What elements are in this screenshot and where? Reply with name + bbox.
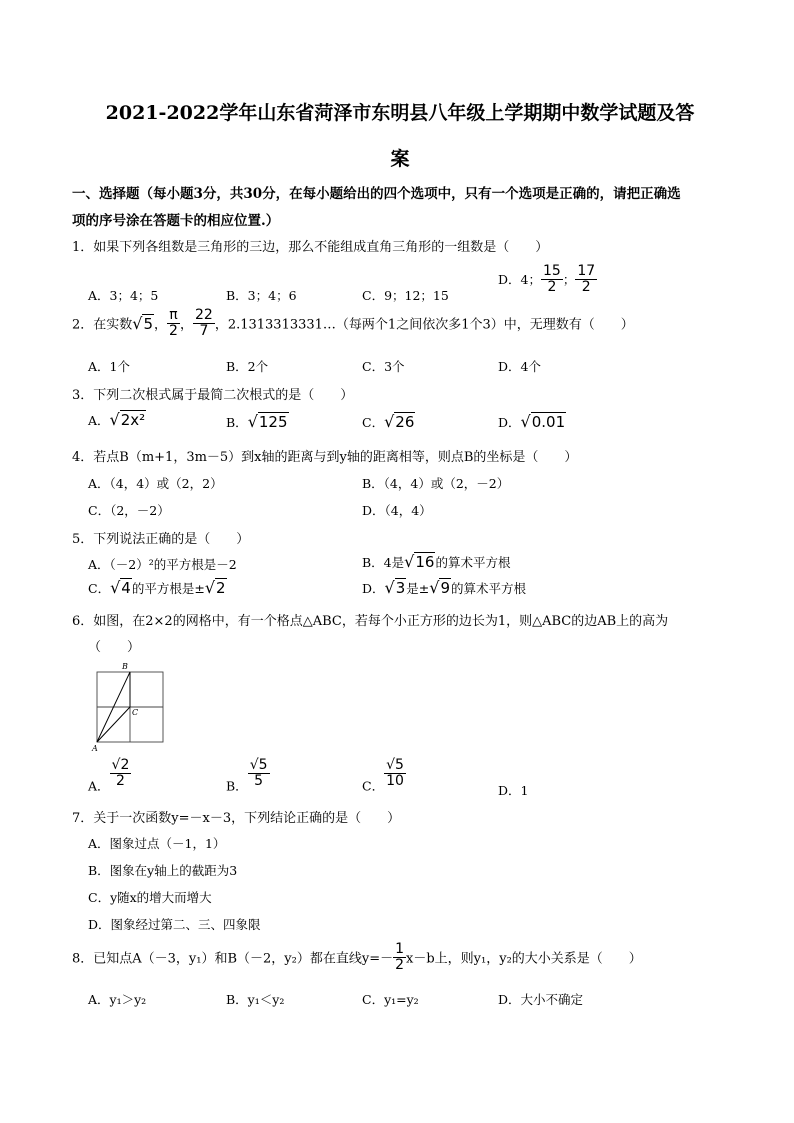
fraction-denominator: 5 xyxy=(254,772,264,789)
question-2-rest: ，2.1313313331…（每两个1之间依次多1个3）中，无理数有（ ） xyxy=(214,317,634,333)
option-label: A． xyxy=(88,413,110,428)
radical-sign: √ xyxy=(404,552,415,571)
question-2-option-b: B．2个 xyxy=(226,359,269,374)
question-2-stem xyxy=(72,308,634,338)
question-1-option-d xyxy=(498,264,597,294)
question-5-option-a: A．（－2）²的平方根是－2 xyxy=(88,557,237,572)
page-title: 2021-2022学年山东省菏泽市东明县八年级上学期期中数学试题及答 xyxy=(105,102,695,124)
option-label: C． xyxy=(362,778,385,794)
radical-sqrt-5 xyxy=(132,314,154,333)
question-8-option-d: D．大小不确定 xyxy=(498,992,584,1007)
radicand: 26 xyxy=(395,413,415,431)
option-label: C． xyxy=(88,581,111,596)
question-8-option-c: C．y₁=y₂ xyxy=(362,992,419,1007)
comma: ， xyxy=(154,317,168,333)
radical-sign: √ xyxy=(384,412,395,431)
question-7-option-a: A．图象过点（－1，1） xyxy=(88,836,226,851)
radical-sqrt-3 xyxy=(385,578,407,597)
question-6-stem: 6．如图，在2×2的网格中，有一个格点△ABC，若每个小正方形的边长为1，则△ABC的边AB上的高为 xyxy=(72,614,669,629)
fraction-denominator: 2 xyxy=(581,278,591,295)
fraction-sqrt5-over-10 xyxy=(384,758,406,788)
question-3-option-b xyxy=(226,412,289,431)
question-1-stem: 1．如果下列各组数是三角形的三边，那么不能组成直角三角形的一组数是（ ） xyxy=(72,240,549,255)
question-4-option-c: C．（2，－2） xyxy=(88,503,170,518)
radical-sign: √ xyxy=(110,578,121,597)
fraction-denominator: 2 xyxy=(395,956,405,973)
radicand: 5 xyxy=(143,314,154,333)
radical-sqrt-26 xyxy=(384,412,415,431)
radical-sqrt-125 xyxy=(248,412,289,431)
fraction-numerator: π xyxy=(167,308,180,324)
fraction-denominator: 2 xyxy=(115,772,125,789)
option-label: D． xyxy=(362,581,385,596)
radical-sign: √ xyxy=(384,578,395,597)
question-6-stem-continued: （ ） xyxy=(88,640,141,655)
question-7-option-d: D．图象经过第二、三、四象限 xyxy=(88,917,261,932)
fraction-numerator: 15 xyxy=(542,263,561,279)
fraction-denominator: 2 xyxy=(547,278,557,295)
radical-sqrt-9 xyxy=(429,578,451,597)
page-title-continued: 案 xyxy=(390,148,410,170)
question-1-option-a: A．3；4；5 xyxy=(88,288,159,303)
label-point-b: B xyxy=(122,662,128,671)
question-2-option-d: D．4个 xyxy=(498,359,541,374)
question-7-stem: 7．关于一次函数y=－x－3，下列结论正确的是（ ） xyxy=(72,811,401,826)
option-text: 的平方根是± xyxy=(131,581,205,596)
comma: ， xyxy=(179,317,193,333)
question-5-option-b xyxy=(362,552,510,571)
fraction-numerator: √5 xyxy=(386,757,404,773)
question-4-stem: 4．若点B（m+1，3m－5）到x轴的距离与到y轴的距离相等，则点B的坐标是（ ） xyxy=(72,450,578,465)
fraction-sqrt2-over-2 xyxy=(110,758,132,788)
section-heading-continued: 项的序号涂在答题卡的相应位置.） xyxy=(72,213,280,229)
option-label: D． xyxy=(498,415,521,430)
question-2-prefix: 2．在实数 xyxy=(72,317,133,333)
label-point-c: C xyxy=(132,708,139,717)
option-d-separator: ； xyxy=(562,272,576,288)
radicand: 2 xyxy=(216,579,226,597)
fraction-denominator: 7 xyxy=(199,322,209,339)
question-3-stem: 3．下列二次根式属于最简二次根式的是（ ） xyxy=(72,388,354,403)
fraction-denominator: 10 xyxy=(386,772,404,789)
question-4-option-a: A．（4，4）或（2，2） xyxy=(88,476,223,491)
question-2-option-c: C．3个 xyxy=(362,359,405,374)
option-label: B． xyxy=(226,415,248,430)
question-5-option-d xyxy=(362,578,526,597)
question-6-option-c xyxy=(362,758,406,795)
fraction-denominator: 2 xyxy=(169,322,178,339)
radical-sqrt-16 xyxy=(404,552,435,571)
fraction-22-over-7 xyxy=(193,308,215,338)
option-text: 是± xyxy=(406,581,430,596)
radicand: 125 xyxy=(258,413,288,431)
triangle-side-ac xyxy=(97,707,130,742)
radicand: 2x² xyxy=(120,411,146,429)
question-8-prefix: 8．已知点A（－3，y₁）和B（－2，y₂）都在直线y=－ xyxy=(72,951,394,967)
radical-sign: √ xyxy=(520,412,531,431)
question-3-option-a xyxy=(88,410,146,429)
fraction-numerator: √2 xyxy=(111,757,130,773)
question-5-option-c xyxy=(88,578,227,597)
fraction-15-over-2 xyxy=(541,264,563,294)
label-point-a: A xyxy=(92,744,98,752)
radicand: 3 xyxy=(395,579,406,597)
question-3-option-d xyxy=(498,412,566,431)
question-8-option-b: B．y₁＜y₂ xyxy=(226,992,285,1007)
fraction-numerator: √5 xyxy=(249,757,268,773)
question-5-stem: 5．下列说法正确的是（ ） xyxy=(72,532,250,547)
fraction-sqrt5-over-5 xyxy=(248,758,270,788)
radicand: 4 xyxy=(121,579,131,597)
question-4-option-b: B．（4，4）或（2，－2） xyxy=(362,476,510,491)
question-7-option-c: C．y随x的增大而增大 xyxy=(88,890,212,905)
question-1-option-b: B．3；4；6 xyxy=(226,288,297,303)
question-1-option-c: C．9；12；15 xyxy=(362,288,449,303)
question-6-option-a xyxy=(88,758,131,795)
radical-sqrt-2x2 xyxy=(110,410,147,429)
radicand: 0.01 xyxy=(531,413,566,431)
fraction-numerator: 22 xyxy=(194,307,213,323)
radical-sqrt-0-01 xyxy=(521,412,567,431)
option-text: B．4是 xyxy=(362,555,405,570)
option-d-prefix: D．4； xyxy=(498,272,541,288)
question-6-option-d: D．1 xyxy=(498,783,529,798)
question-8-option-a: A．y₁＞y₂ xyxy=(88,992,147,1007)
radical-sign: √ xyxy=(247,412,258,431)
question-2-option-a: A．1个 xyxy=(88,359,130,374)
section-heading: 一、选择题（每小题3分，共30分，在每小题给出的四个选项中，只有一个选项是正确的，请把正确选 xyxy=(72,186,681,202)
fraction-pi-over-2 xyxy=(167,308,180,338)
question-8-stem xyxy=(72,942,642,972)
option-text: 的算术平方根 xyxy=(435,555,511,570)
option-text: 的算术平方根 xyxy=(451,581,527,596)
fraction-numerator: 17 xyxy=(577,263,596,279)
question-8-suffix: x－b上，则y₁，y₂的大小关系是（ ） xyxy=(406,951,642,967)
radical-sign: √ xyxy=(204,578,216,597)
radical-sqrt-2 xyxy=(205,578,227,597)
radicand: 9 xyxy=(440,579,451,597)
grid-triangle-figure xyxy=(88,660,168,752)
option-label: C． xyxy=(362,415,385,430)
radical-sign: √ xyxy=(109,410,120,429)
option-label: A． xyxy=(88,778,110,794)
radical-sign: √ xyxy=(429,578,440,597)
fraction-numerator: 1 xyxy=(395,941,405,957)
question-7-option-b: B．图象在y轴上的截距为3 xyxy=(88,863,238,878)
question-4-option-d: D．（4，4） xyxy=(362,503,432,518)
radicand: 16 xyxy=(415,553,435,571)
fraction-1-over-2 xyxy=(393,942,406,972)
question-6-option-b xyxy=(226,758,270,795)
fraction-17-over-2 xyxy=(575,264,597,294)
option-label: B． xyxy=(226,778,248,794)
radical-sign: √ xyxy=(132,313,143,333)
question-3-option-c xyxy=(362,412,415,431)
radical-sqrt-4 xyxy=(110,578,132,597)
